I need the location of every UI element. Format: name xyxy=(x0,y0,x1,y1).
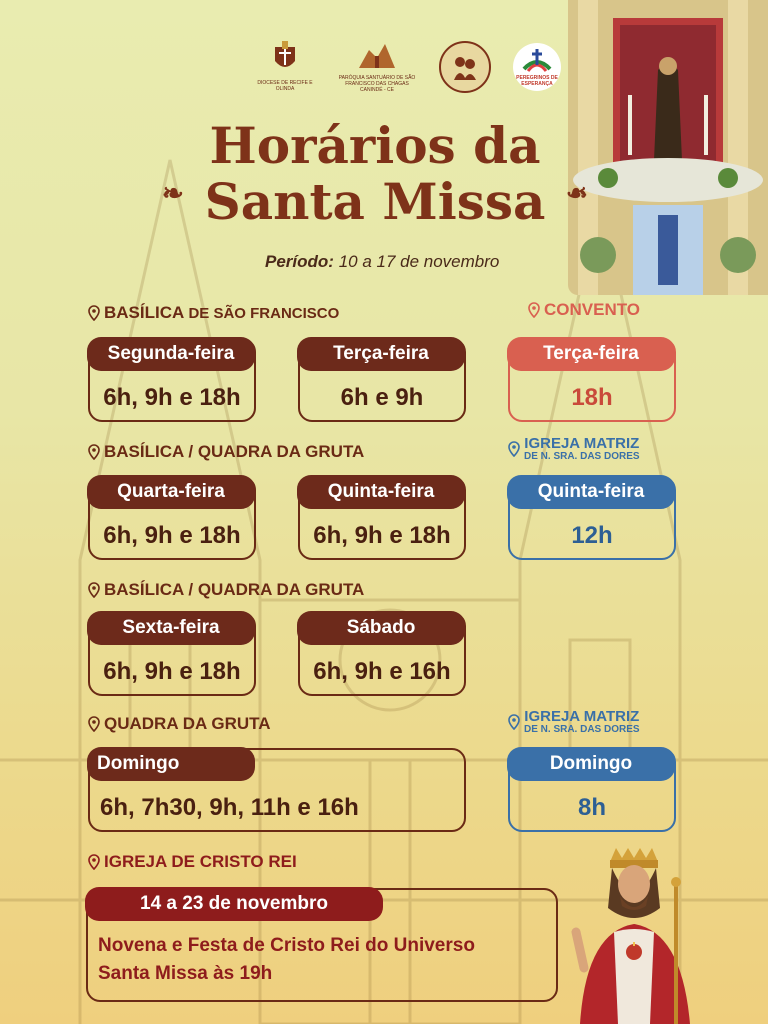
card-day: Terça-feira xyxy=(297,337,465,371)
section-label: CONVENTO xyxy=(544,300,641,319)
card-terca xyxy=(298,338,466,422)
location-pin-icon xyxy=(88,582,100,598)
paroquia-logo-text: PARÓQUIA SANTUÁRIO DE SÃO FRANCISCO DAS CHAGAS CANINDÉ - CE xyxy=(338,75,416,93)
section-igreja-matriz-2 xyxy=(508,709,640,735)
section-convento xyxy=(528,300,640,320)
card-day: Sábado xyxy=(297,611,465,645)
period-value: 10 a 17 de novembro xyxy=(338,252,500,271)
section-label-line1: IGREJA MATRIZ xyxy=(524,435,640,452)
card-segunda xyxy=(88,338,256,422)
logos-row xyxy=(255,40,561,93)
card-day: Quinta-feira xyxy=(297,475,465,509)
card-day: Terça-feira xyxy=(507,337,675,371)
location-pin-icon xyxy=(88,716,100,732)
section-label: QUADRA DA GRUTA xyxy=(104,714,271,733)
title-line1: Horários da xyxy=(209,116,541,175)
jubilee-cross-icon xyxy=(520,47,554,75)
church-icon xyxy=(357,40,397,70)
card-quarta xyxy=(88,476,256,560)
card-domingo xyxy=(88,748,466,832)
card-day: Domingo xyxy=(507,747,675,781)
altar-photo xyxy=(568,0,768,295)
card-day: Domingo xyxy=(87,747,255,781)
location-pin-icon xyxy=(508,714,520,730)
card-matriz-quinta xyxy=(508,476,676,560)
diocese-logo-text: DIOCESE DE RECIFE E OLINDA xyxy=(257,80,313,92)
section-igreja-cristo-rei xyxy=(88,852,297,872)
section-label: BASÍLICA / QUADRA DA GRUTA xyxy=(104,442,365,461)
cristo-line1: Novena e Festa de Cristo Rei do Universo xyxy=(98,935,475,956)
section-label-rest: DE SÃO FRANCISCO xyxy=(184,305,340,322)
location-pin-icon xyxy=(88,854,100,870)
card-day: Quarta-feira xyxy=(87,475,255,509)
paroquia-logo xyxy=(337,40,417,93)
section-label-line2: DE N. SRA. DAS DORES xyxy=(524,451,640,462)
section-igreja-matriz-1 xyxy=(508,436,640,462)
coat-of-arms-icon xyxy=(270,41,300,75)
section-basilica-quadra-1 xyxy=(88,442,364,462)
period xyxy=(265,252,499,272)
diocese-logo xyxy=(255,41,315,92)
card-times: 6h, 9h e 18h xyxy=(103,658,241,685)
saint-silhouette-icon xyxy=(448,50,482,84)
card-times: 18h xyxy=(571,384,613,411)
location-pin-icon xyxy=(508,441,520,457)
flourish-right-icon: ❧ xyxy=(566,179,588,209)
flourish-left-icon: ❧ xyxy=(162,179,184,209)
section-basilica-sao-francisco xyxy=(88,303,339,323)
card-convento-terca xyxy=(508,338,676,422)
christ-the-king-image xyxy=(570,848,700,1024)
location-pin-icon xyxy=(88,444,100,460)
card-day: Sexta-feira xyxy=(87,611,255,645)
peregrinos-logo-text: PEREGRINOS DE ESPERANÇA xyxy=(516,74,558,87)
section-basilica-quadra-2 xyxy=(88,580,364,600)
card-times: 6h e 9h xyxy=(340,384,424,411)
section-quadra-gruta xyxy=(88,714,271,734)
card-times: 12h xyxy=(571,522,613,549)
section-label: BASÍLICA / QUADRA DA GRUTA xyxy=(104,580,365,599)
card-sabado xyxy=(298,612,466,696)
section-label-line2: DE N. SRA. DAS DORES xyxy=(524,724,640,735)
cristo-description xyxy=(98,932,475,988)
card-matriz-domingo xyxy=(508,748,676,832)
card-times: 6h, 7h30, 9h, 11h e 16h xyxy=(100,794,359,821)
location-pin-icon xyxy=(88,305,100,321)
section-label: IGREJA DE CRISTO REI xyxy=(104,852,297,871)
card-sexta xyxy=(88,612,256,696)
section-label-bold: BASÍLICA xyxy=(104,303,185,322)
franciscan-logo xyxy=(439,41,491,93)
card-times: 6h, 9h e 18h xyxy=(103,522,241,549)
card-quinta xyxy=(298,476,466,560)
cristo-dates: 14 a 23 de novembro xyxy=(85,887,383,921)
card-times: 8h xyxy=(577,794,606,821)
card-times: 6h, 9h e 18h xyxy=(103,384,241,411)
period-label: Período: xyxy=(265,252,334,271)
card-times: 6h, 9h e 18h xyxy=(313,522,451,549)
location-pin-icon xyxy=(528,302,540,318)
card-day: Quinta-feira xyxy=(507,475,675,509)
peregrinos-logo xyxy=(513,43,561,91)
cristo-line2: Santa Missa às 19h xyxy=(98,963,273,984)
card-times: 6h, 9h e 16h xyxy=(313,658,451,685)
card-day: Segunda-feira xyxy=(87,337,255,371)
section-label-line1: IGREJA MATRIZ xyxy=(524,708,640,725)
title-line2: Santa Missa xyxy=(204,172,546,231)
card-cristo-rei xyxy=(86,888,558,1002)
page-title xyxy=(162,116,588,231)
